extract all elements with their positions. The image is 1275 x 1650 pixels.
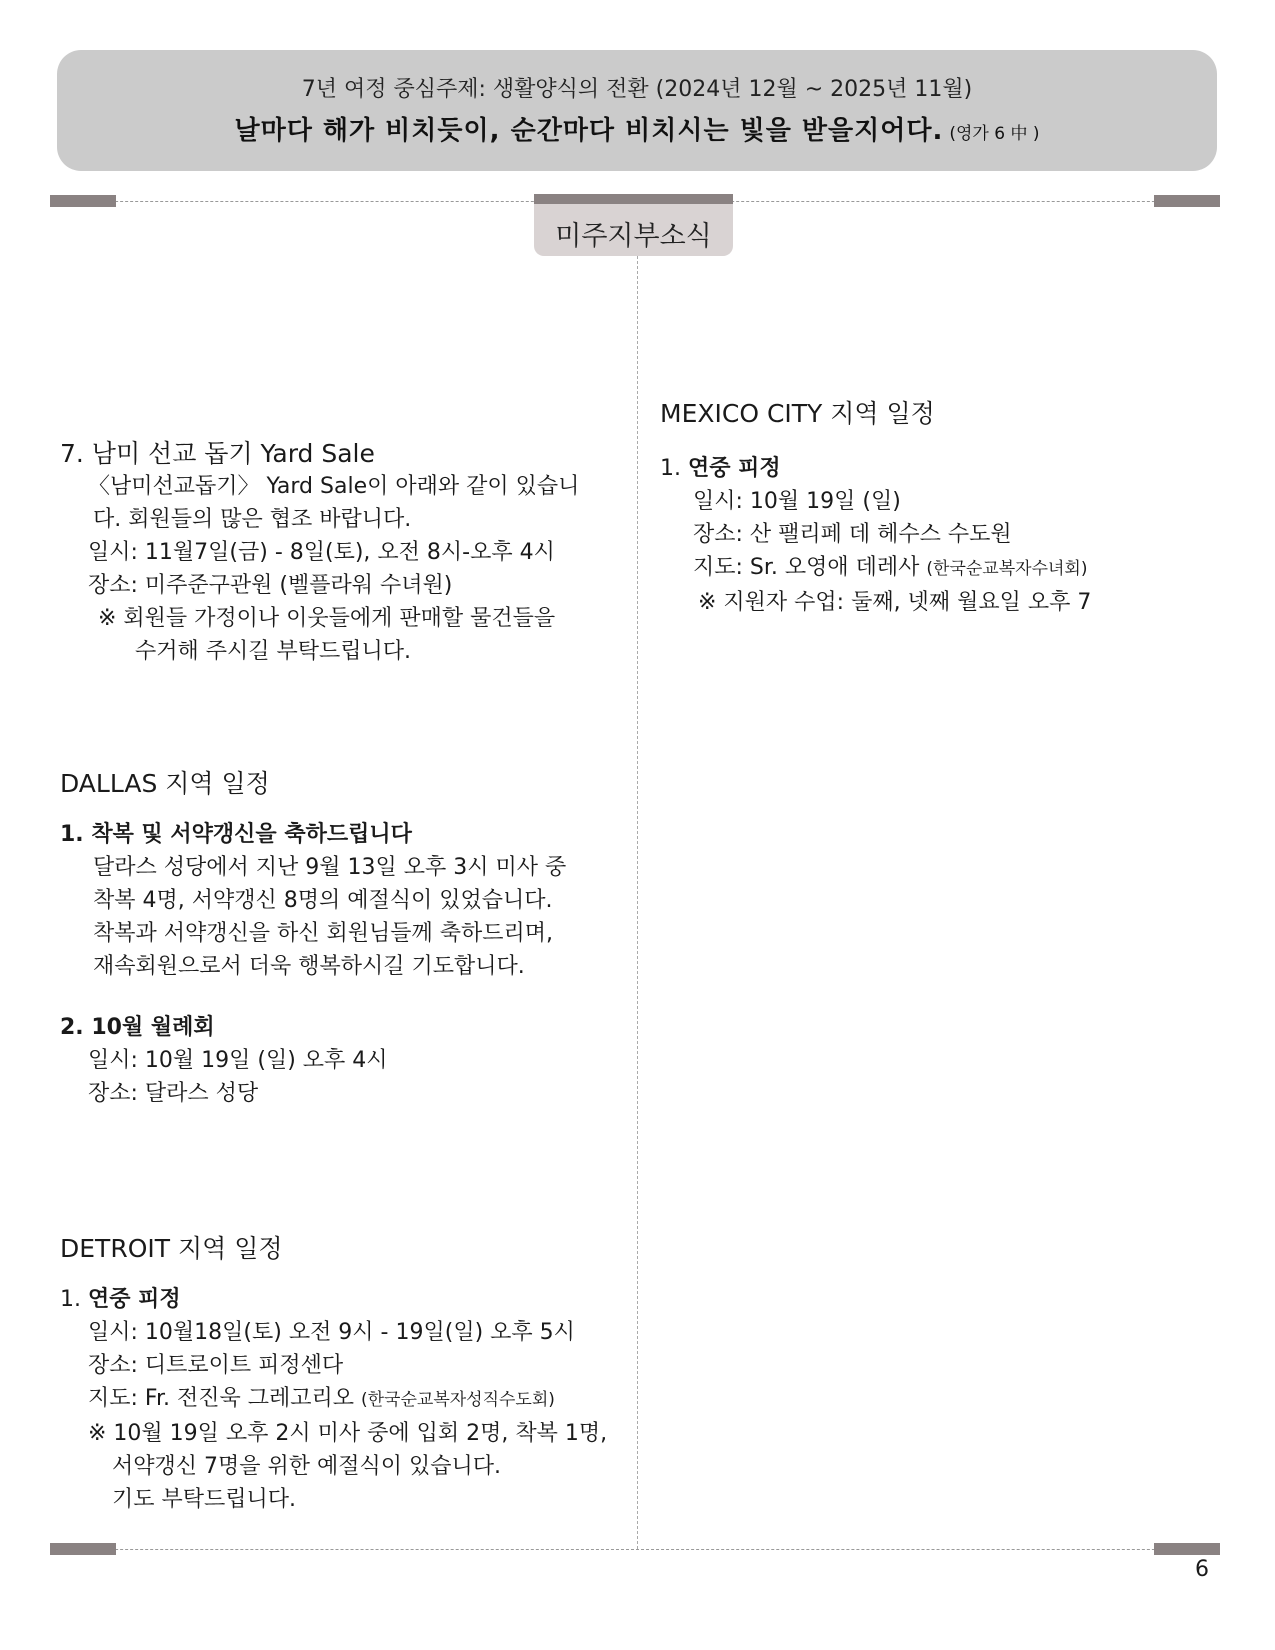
section-title: 미주지부소식 <box>555 221 712 252</box>
dallas-heading: DALLAS 지역 일정 <box>60 769 270 798</box>
mexico-item-name: 연중 피정 <box>688 456 781 481</box>
yard-sale-note-line1: ※ 회원들 가정이나 이웃들에게 판매할 물건들을 <box>98 606 556 631</box>
dallas-item1-line: 착복과 서약갱신을 하신 회원님들께 축하드리며, <box>93 921 554 946</box>
detroit-director <box>60 1382 640 1417</box>
top-right-cap <box>1154 195 1220 207</box>
mexico-section <box>660 397 1220 619</box>
detroit-section <box>60 1232 640 1516</box>
mexico-heading: MEXICO CITY 지역 일정 <box>660 399 935 428</box>
detroit-note-line: 기도 부탁드립니다. <box>112 1487 297 1512</box>
bottom-left-cap <box>50 1543 116 1555</box>
mexico-where: 장소: 산 팰리페 데 헤수스 수도원 <box>693 522 1012 547</box>
detroit-item-title <box>60 1283 640 1316</box>
dallas-item1-line: 달라스 성당에서 지난 9월 13일 오후 3시 미사 중 <box>93 855 567 880</box>
yard-sale-desc-line2: 다. 회원들의 많은 협조 바랍니다. <box>93 507 412 532</box>
detroit-when: 일시: 10월18일(토) 오전 9시 - 19일(일) 오후 5시 <box>88 1320 575 1345</box>
dallas-item1-line: 착복 4명, 서약갱신 8명의 예절식이 있었습니다. <box>93 888 553 913</box>
page-number: 6 <box>1195 1557 1209 1582</box>
mexico-item-number: 1. <box>660 456 681 481</box>
detroit-item-number: 1. <box>60 1287 81 1312</box>
header-subtitle: 7년 여정 중심주제: 생활양식의 전환 (2024년 12월 ~ 2025년 11월) <box>301 77 973 102</box>
mexico-item-title <box>660 452 1220 485</box>
mexico-when: 일시: 10월 19일 (일) <box>693 489 901 514</box>
yard-sale-when: 일시: 11월7일(금) - 8일(토), 오전 8시-오후 4시 <box>88 540 555 565</box>
yard-sale-desc-line1: 〈남미선교돕기〉 Yard Sale이 아래와 같이 있습니 <box>88 474 580 499</box>
mexico-note: ※ 지원자 수업: 둘째, 넷째 월요일 오후 7 <box>698 590 1092 615</box>
dallas-item1-title: 1. 착복 및 서약갱신을 축하드립니다 <box>60 822 412 847</box>
detroit-where: 장소: 디트로이트 피정센다 <box>88 1353 344 1378</box>
yard-sale-where: 장소: 미주준구관원 (벨플라워 수녀원) <box>88 573 453 598</box>
detroit-item-name: 연중 피정 <box>88 1287 181 1312</box>
motto-source: (영가 6 中 ) <box>949 124 1040 144</box>
header-motto <box>57 110 1217 147</box>
yard-sale-section <box>60 437 640 668</box>
dallas-item1-line: 재속회원으로서 더욱 행복하시길 기도합니다. <box>93 954 525 979</box>
detroit-director-name: 지도: Fr. 전진욱 그레고리오 <box>88 1386 354 1411</box>
yard-sale-note-line2: 수거해 주시길 부탁드립니다. <box>135 639 412 664</box>
bottom-divider-rule <box>50 1549 1220 1550</box>
detroit-note-line: 서약갱신 7명을 위한 예절식이 있습니다. <box>112 1454 501 1479</box>
dallas-item2-when: 일시: 10월 19일 (일) 오후 4시 <box>88 1048 388 1073</box>
dallas-item2-title: 2. 10월 월례회 <box>60 1015 215 1040</box>
mexico-director-name: 지도: Sr. 오영애 데레사 <box>693 555 920 580</box>
section-tab-bar <box>534 194 733 204</box>
yard-sale-title: 7. 남미 선교 돕기 Yard Sale <box>60 439 375 468</box>
detroit-director-org: (한국순교복자성직수도회) <box>361 1390 555 1410</box>
header-banner <box>57 50 1217 171</box>
mexico-director-org: (한국순교복자수녀회) <box>926 559 1088 579</box>
dallas-item2-where: 장소: 달라스 성당 <box>88 1081 259 1106</box>
section-tab <box>534 194 733 256</box>
bottom-right-cap <box>1154 1543 1220 1555</box>
top-left-cap <box>50 195 116 207</box>
detroit-note-line: ※ 10월 19일 오후 2시 미사 중에 입회 2명, 착복 1명, <box>88 1421 608 1446</box>
motto-text: 날마다 해가 비치듯이, 순간마다 비치시는 빛을 받을지어다. <box>234 116 944 146</box>
detroit-heading: DETROIT 지역 일정 <box>60 1234 283 1263</box>
dallas-section <box>60 767 640 1110</box>
mexico-director <box>660 551 1220 586</box>
